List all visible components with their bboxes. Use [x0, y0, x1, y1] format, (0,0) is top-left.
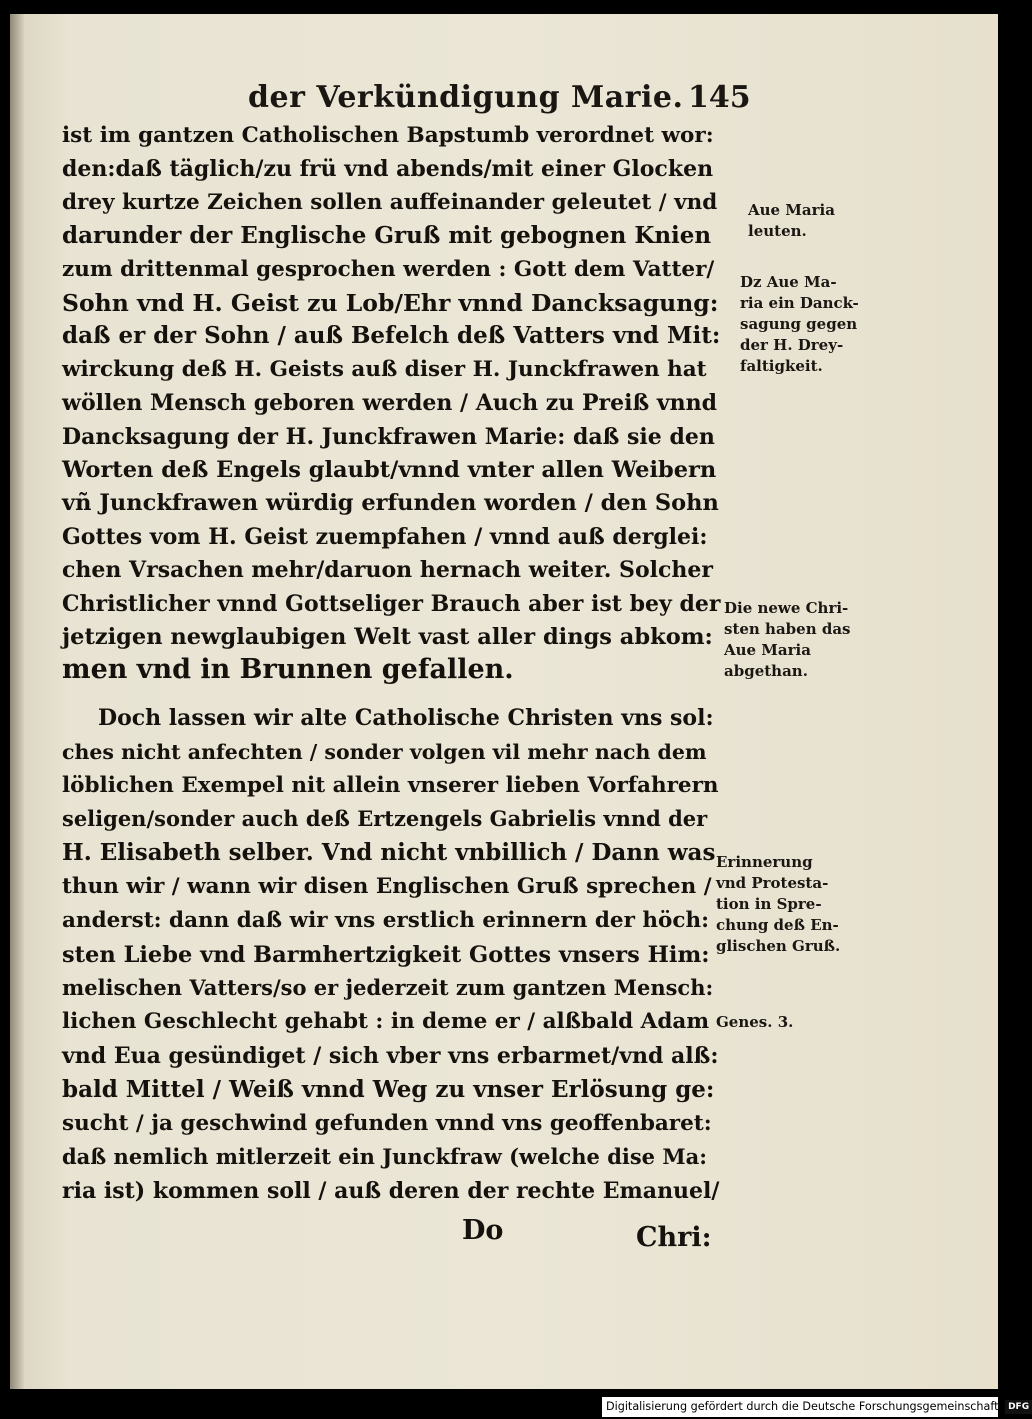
- margin-note: [748, 200, 835, 242]
- margin-note-line: sagung gegen: [740, 315, 858, 333]
- text-line: seligen/sonder auch deß Ertzengels Gabrielis vnnd der: [62, 806, 708, 832]
- margin-note-line: Aue Maria: [748, 201, 835, 219]
- margin-note: [716, 1012, 793, 1033]
- page-number: 145: [688, 80, 751, 115]
- text-line: lichen Geschlecht gehabt : in deme er / alßbald Adam: [62, 1009, 710, 1035]
- margin-note-line: tion in Spre-: [716, 895, 822, 913]
- dfg-logo: DFG: [1005, 1400, 1032, 1414]
- catchword: Chri:: [636, 1222, 712, 1253]
- text-line: daß er der Sohn / auß Befelch deß Vatters vnd Mit:: [62, 322, 721, 350]
- signature-mark: Do: [462, 1215, 504, 1246]
- text-line: ist im gantzen Catholischen Bapstumb verordnet wor:: [62, 123, 714, 148]
- text-line: Sohn vnd H. Geist zu Lob/Ehr vnnd Dancksagung:: [62, 289, 719, 317]
- margin-note-line: abgethan.: [724, 662, 808, 680]
- margin-note: [716, 852, 840, 957]
- text-line: Doch lassen wir alte Catholische Christen vns sol:: [98, 705, 714, 731]
- margin-note-line: Dz Aue Ma-: [740, 273, 837, 291]
- margin-note-line: glischen Gruß.: [716, 937, 841, 955]
- text-line: vnd Eua gesündiget / sich vber vns erbarmet/vnd alß:: [62, 1043, 719, 1069]
- text-line: darunder der Englische Gruß mit gebognen Knien: [62, 222, 712, 250]
- margin-note: [724, 598, 850, 682]
- text-line: daß nemlich mitlerzeit ein Junckfraw (welche dise Ma:: [62, 1144, 707, 1170]
- margin-note-line: faltigkeit.: [740, 357, 823, 375]
- margin-note-line: ria ein Danck-: [740, 294, 859, 312]
- text-line: bald Mittel / Weiß vnnd Weg zu vnser Erlösung ge:: [62, 1075, 715, 1103]
- text-line: men vnd in Brunnen gefallen.: [62, 654, 514, 686]
- text-line: löblichen Exempel nit allein vnserer lieben Vorfahrern: [62, 772, 719, 798]
- margin-note-line: Aue Maria: [724, 641, 811, 659]
- digitization-credit: [602, 1397, 1030, 1417]
- margin-note: [740, 272, 859, 377]
- margin-note-line: der H. Drey-: [740, 336, 844, 354]
- text-line: ria ist) kommen soll / auß deren der rechte Emanuel/: [62, 1178, 720, 1205]
- running-head: der Verkündigung Marie.: [248, 80, 684, 115]
- text-line: thun wir / wann wir disen Englischen Gruß sprechen /: [62, 874, 712, 899]
- text-line: H. Elisabeth selber. Vnd nicht vnbillich / Dann was: [62, 839, 716, 867]
- text-line: sten Liebe vnd Barmhertzigkeit Gottes vnsers Him:: [62, 941, 710, 968]
- text-line: drey kurtze Zeichen sollen auffeinander geleutet / vnd: [62, 189, 718, 215]
- credit-text: Digitalisierung gefördert durch die Deutsche Forschungsgemeinschaft: [606, 1400, 999, 1413]
- margin-note-line: leuten.: [748, 222, 807, 240]
- text-line: Gottes vom H. Geist zuempfahen / vnnd auß derglei:: [62, 523, 708, 550]
- text-line: zum drittenmal gesprochen werden : Gott dem Vatter/: [62, 256, 715, 282]
- margin-note-line: Die newe Chri-: [724, 599, 849, 617]
- text-line: den:daß täglich/zu frü vnd abends/mit einer Glocken: [62, 156, 714, 183]
- text-line: melischen Vatters/so er jederzeit zum gantzen Mensch:: [62, 975, 714, 1001]
- text-line: wirckung deß H. Geists auß diser H. Junckfrawen hat: [62, 356, 707, 382]
- text-line: anderst: dann daß wir vns erstlich erinnern der höch:: [62, 907, 710, 933]
- margin-note-line: Genes. 3.: [716, 1013, 794, 1031]
- text-line: Worten deß Engels glaubt/vnnd vnter allen Weibern: [62, 457, 717, 483]
- page-gutter-shadow: [10, 14, 24, 1389]
- text-line: Christlicher vnnd Gottseliger Brauch aber ist bey der: [62, 590, 721, 617]
- text-line: wöllen Mensch geboren werden / Auch zu Preiß vnnd: [62, 390, 717, 417]
- margin-note-line: vnd Protesta-: [716, 874, 829, 892]
- text-line: chen Vrsachen mehr/daruon hernach weiter. Solcher: [62, 557, 713, 584]
- text-line: jetzigen newglaubigen Welt vast aller dings abkom:: [62, 624, 713, 650]
- margin-note-line: sten haben das: [724, 620, 851, 638]
- margin-note-line: chung deß En-: [716, 916, 839, 934]
- text-line: sucht / ja geschwind gefunden vnnd vns geoffenbaret:: [62, 1110, 712, 1136]
- text-line: vñ Junckfrawen würdig erfunden worden / den Sohn: [62, 490, 719, 517]
- text-line: ches nicht anfechten / sonder volgen vil mehr nach dem: [62, 739, 707, 764]
- margin-note-line: Erinnerung: [716, 853, 813, 871]
- text-line: Dancksagung der H. Junckfrawen Marie: daß sie den: [62, 423, 715, 450]
